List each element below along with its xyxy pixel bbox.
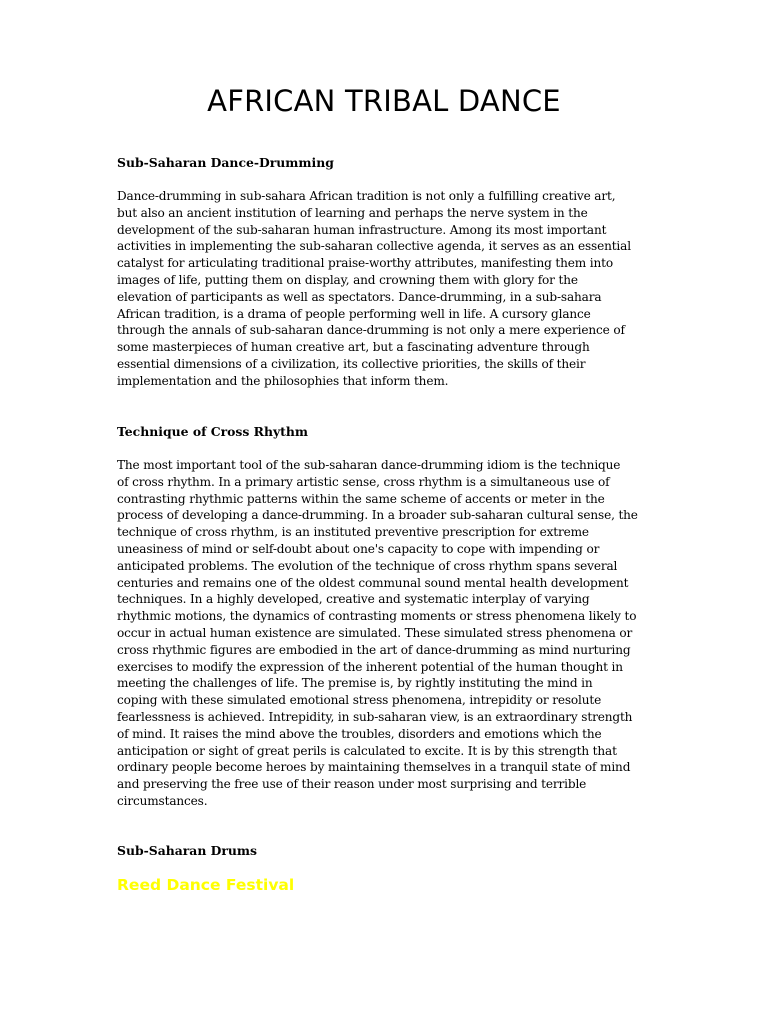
paragraph-line: meeting the challenges of life. The premise is, by rightly instituting the mind in (117, 676, 593, 691)
paragraph-line: development of the sub-saharan human infrastructure. Among its most important (117, 222, 607, 237)
section-heading-drums: Sub-Saharan Drums (117, 843, 258, 858)
paragraph-line: Dance-drumming in sub-sahara African tradition is not only a fulfilling creative art, (117, 189, 616, 203)
paragraph-cross-rhythm (117, 457, 657, 810)
paragraph-line: occur in actual human existence are simulated. These simulated stress phenomena or (117, 625, 633, 640)
section-heading-dance-drumming: Sub-Saharan Dance-Drumming (117, 155, 334, 170)
paragraph-line: of mind. It raises the mind above the troubles, disorders and emotions which the (117, 726, 602, 741)
paragraph-line: catalyst for articulating traditional praise-worthy attributes, manifesting them into (117, 256, 613, 271)
paragraph-line: activities in implementing the sub-saharan collective agenda, it serves as an essential (117, 239, 631, 254)
paragraph-line: essential dimensions of a civilization, its collective priorities, the skills of their (117, 356, 586, 371)
paragraph-line: technique of cross rhythm, is an instituted preventive prescription for extreme (117, 525, 589, 540)
paragraph-line: elevation of participants as well as spectators. Dance-drumming, in a sub-sahara (117, 289, 602, 304)
paragraph-line: techniques. In a highly developed, creative and systematic interplay of varying (117, 592, 590, 607)
paragraph-line: and preserving the free use of their reason under most surprising and terrible (117, 777, 587, 792)
paragraph-line: The most important tool of the sub-saharan dance-drumming idiom is the technique (117, 458, 621, 472)
section-heading-cross-rhythm: Technique of Cross Rhythm (117, 424, 308, 439)
paragraph-line: process of developing a dance-drumming. In a broader sub-saharan cultural sense, the (117, 508, 638, 523)
paragraph-line: implementation and the philosophies that inform them. (117, 373, 449, 388)
paragraph-line: images of life, putting them on display, and crowning them with glory for the (117, 272, 578, 287)
paragraph-line: some masterpieces of human creative art, but a fascinating adventure through (117, 340, 590, 355)
festival-heading: Reed Dance Festival (117, 876, 295, 894)
paragraph-line: fearlessness is achieved. Intrepidity, in sub-saharan view, is an extraordinary strength (117, 709, 633, 724)
paragraph-line: uneasiness of mind or self-doubt about one's capacity to cope with impending or (117, 541, 600, 556)
paragraph-line: ordinary people become heroes by maintaining themselves in a tranquil state of mind (117, 760, 631, 775)
paragraph-line: but also an ancient institution of learning and perhaps the nerve system in the (117, 205, 588, 220)
paragraph-line: African tradition, is a drama of people performing well in life. A cursory glance (117, 306, 591, 321)
paragraph-line: of cross rhythm. In a primary artistic sense, cross rhythm is a simultaneous use of (117, 474, 610, 489)
paragraph-dance-drumming (117, 188, 657, 390)
paragraph-line: anticipated problems. The evolution of the technique of cross rhythm spans several (117, 558, 618, 573)
paragraph-line: circumstances. (117, 793, 208, 808)
paragraph-line: cross rhythmic figures are embodied in the art of dance-drumming as mind nurturing (117, 642, 631, 657)
paragraph-line: exercises to modify the expression of the inherent potential of the human thought in (117, 659, 623, 674)
paragraph-line: centuries and remains one of the oldest communal sound mental health development (117, 575, 629, 590)
document-title: AFRICAN TRIBAL DANCE (207, 84, 561, 118)
paragraph-line: anticipation or sight of great perils is calculated to excite. It is by this strength that (117, 743, 617, 758)
paragraph-line: rhythmic motions, the dynamics of contrasting moments or stress phenomena likely to (117, 609, 637, 624)
paragraph-line: contrasting rhythmic patterns within the same scheme of accents or meter in the (117, 491, 605, 506)
paragraph-line: through the annals of sub-saharan dance-drumming is not only a mere experience of (117, 323, 625, 338)
paragraph-line: coping with these simulated emotional stress phenomena, intrepidity or resolute (117, 693, 602, 708)
